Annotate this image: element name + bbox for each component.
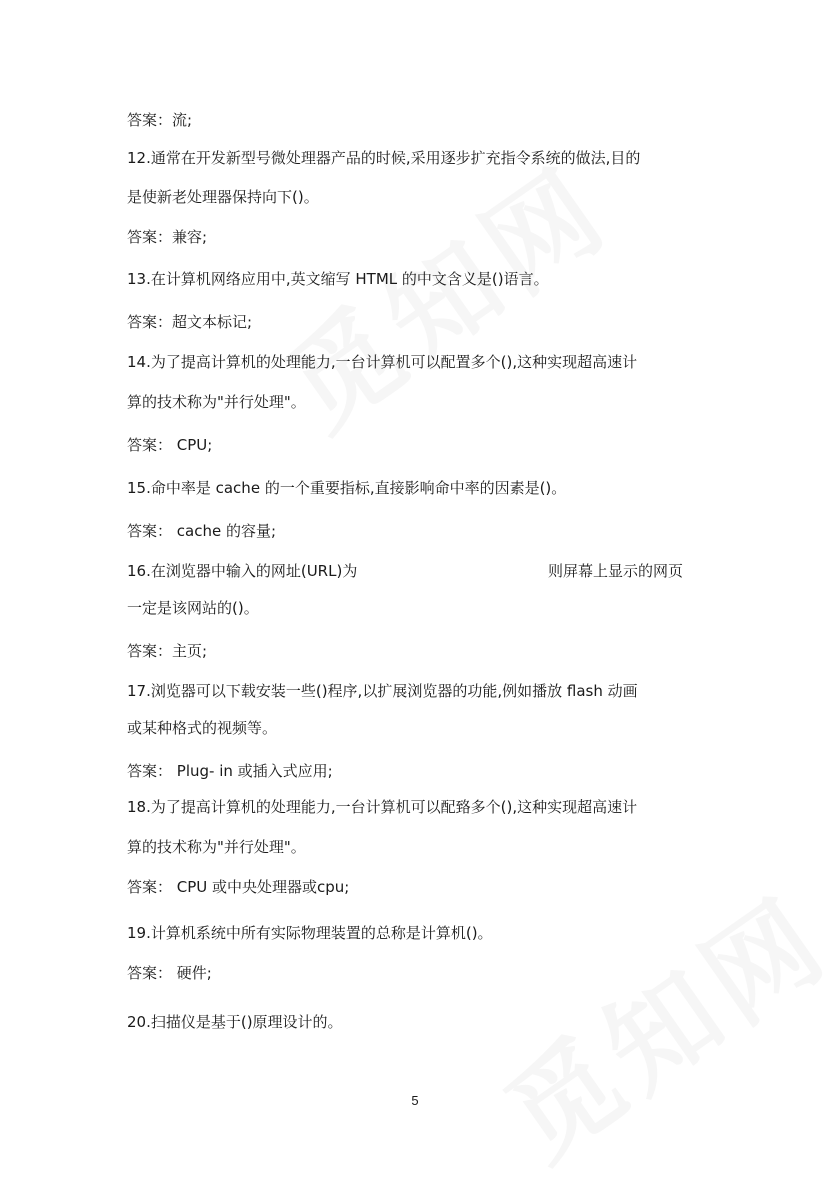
- question-17-line-1: 17.浏览器可以下载安装一些()程序,以扩展浏览器的功能,例如播放 flash 动画: [127, 682, 638, 700]
- question-19: 19.计算机系统中所有实际物理装置的总称是计算机()。: [127, 924, 493, 942]
- question-12-line-2: 是使新老处理器保持向下()。: [127, 188, 319, 206]
- answer-18: 答案： CPU 或中央处理器或cpu;: [127, 878, 350, 896]
- question-14-line-1: 14.为了提高计算机的处理能力,一台计算机可以配置多个(),这种实现超高速计: [127, 353, 638, 371]
- answer-17: 答案： Plug- in 或插入式应用;: [127, 762, 333, 780]
- question-17-line-2: 或某种格式的视频等。: [127, 719, 278, 737]
- question-12-line-1: 12.通常在开发新型号微处理器产品的时候,采用逐步扩充指令系统的做法,目的: [127, 149, 641, 167]
- question-18-line-2: 算的技术称为"并行处理"。: [127, 838, 306, 856]
- question-20: 20.扫描仪是基于()原理设计的。: [127, 1013, 343, 1031]
- answer-16: 答案：主页;: [127, 642, 208, 660]
- page-number: 5: [411, 1093, 419, 1108]
- question-14-line-2: 算的技术称为"并行处理"。: [127, 393, 306, 411]
- question-16-line-1-end: 则屏幕上显示的网页: [548, 562, 684, 580]
- watermark-bottom: [470, 854, 830, 1189]
- question-18-line-1: 18.为了提高计算机的处理能力,一台计算机可以配臵多个(),这种实现超高速计: [127, 798, 638, 816]
- answer-13: 答案：超文本标记;: [127, 313, 253, 331]
- watermark: [250, 124, 636, 460]
- answer-14: 答案： CPU;: [127, 436, 213, 454]
- question-13: 13.在计算机网络应用中,英文缩写 HTML 的中文含义是()语言。: [127, 270, 549, 288]
- answer-19: 答案： 硬件;: [127, 964, 212, 982]
- answer-11: 答案：流;: [127, 111, 193, 129]
- answer-15: 答案： cache 的容量;: [127, 522, 277, 540]
- question-16-line-2: 一定是该网站的()。: [127, 599, 259, 617]
- question-16-line-1: 16.在浏览器中输入的网址(URL)为: [127, 562, 358, 580]
- answer-12: 答案：兼容;: [127, 228, 208, 246]
- question-15: 15.命中率是 cache 的一个重要指标,直接影响命中率的因素是()。: [127, 479, 567, 497]
